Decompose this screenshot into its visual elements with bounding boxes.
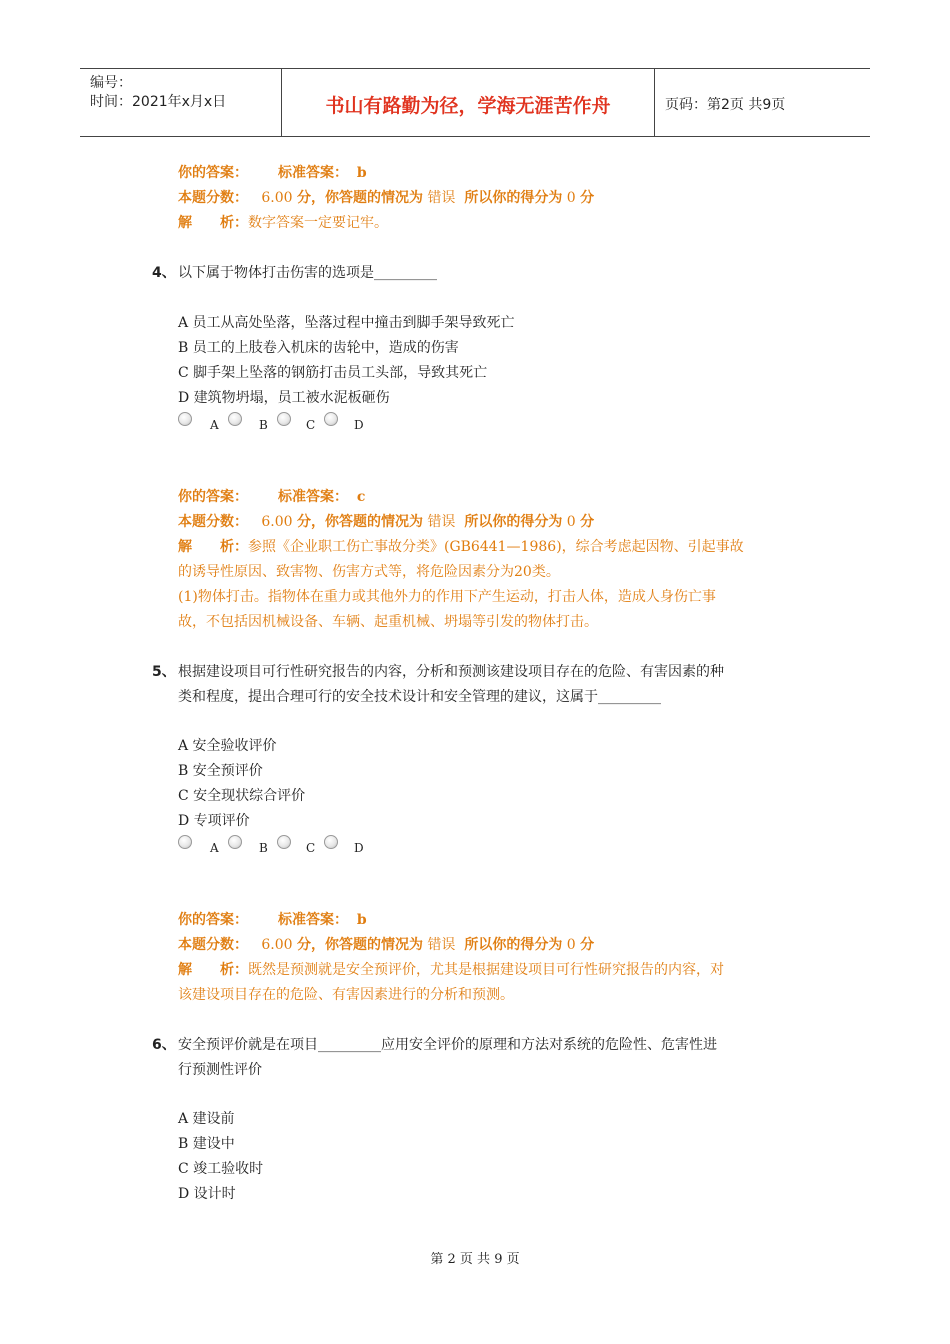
page-header: [80, 68, 870, 137]
option-d: D 设计时: [178, 1186, 236, 1202]
question-text: 以下属于物体打击伤害的选项是_________: [178, 265, 437, 281]
radio-c[interactable]: [277, 835, 291, 849]
question-number: 5、: [152, 664, 176, 680]
analysis-line: 的诱导性原因、致害物、伤害方式等，将危险因素分为20类。: [178, 564, 560, 580]
question-text: 安全预评价就是在项目_________应用安全评价的原理和方法对系统的危险性、危害性进: [178, 1037, 717, 1053]
option-c: C 安全现状综合评价: [178, 788, 306, 804]
page-footer: 第 2 页 共 9 页: [430, 1252, 520, 1267]
option-d: D 建筑物坍塌，员工被水泥板砸伤: [178, 390, 390, 406]
analysis-line: 解 析：既然是预测就是安全预评价，尤其是根据建设项目可行性研究报告的内容，对: [178, 962, 724, 978]
option-a: A 安全验收评价: [178, 738, 277, 754]
standard-answer: b: [356, 165, 367, 181]
radio-a[interactable]: [178, 412, 192, 426]
question-number: 6、: [152, 1037, 176, 1053]
radio-b[interactable]: [228, 412, 242, 426]
radio-d[interactable]: [324, 412, 338, 426]
option-b: B 安全预评价: [178, 763, 263, 779]
score-line: 本题分数： 6.00 分，你答题的情况为 错误 所以你的得分为 0 分: [178, 514, 595, 530]
option-c: C 竣工验收时: [178, 1161, 264, 1177]
analysis-line: 解 析：数字答案一定要记牢。: [178, 215, 388, 231]
header-motto-cell: [282, 69, 655, 136]
question-text: 根据建设项目可行性研究报告的内容，分析和预测该建设项目存在的危险、有害因素的种: [178, 664, 724, 680]
analysis-line: (1)物体打击。指物体在重力或其他外力的作用下产生运动，打击人体，造成人身伤亡事: [178, 589, 716, 605]
analysis-line: 故，不包括因机械设备、车辆、起重机械、坍塌等引发的物体打击。: [178, 614, 598, 630]
radio-c[interactable]: [277, 412, 291, 426]
header-page-cell: [655, 69, 870, 136]
score-line: 本题分数： 6.00 分，你答题的情况为 错误 所以你的得分为 0 分: [178, 937, 595, 953]
analysis-line: 解 析：参照《企业职工伤亡事故分类》(GB6441—1986)，综合考虑起因物、引起事故: [178, 539, 744, 555]
question-text: 类和程度，提出合理可行的安全技术设计和安全管理的建议，这属于_________: [178, 689, 661, 705]
option-a: A 建设前: [178, 1111, 235, 1127]
radio-d[interactable]: [324, 835, 338, 849]
score-line: 本题分数： 6.00 分，你答题的情况为 错误 所以你的得分为 0 分: [178, 190, 595, 206]
page-info: 页码：第2页 共9页: [665, 97, 786, 113]
option-b: B 员工的上肢卷入机床的齿轮中，造成的伤害: [178, 340, 459, 356]
option-c: C 脚手架上坠落的钢筋打击员工头部，导致其死亡: [178, 365, 488, 381]
analysis-line: 该建设项目存在的危险、有害因素进行的分析和预测。: [178, 987, 514, 1003]
radio-b[interactable]: [228, 835, 242, 849]
answer-radio-group: A B C D: [178, 835, 378, 855]
your-answer-line: 你的答案： 标准答案： b: [178, 165, 367, 181]
radio-a[interactable]: [178, 835, 192, 849]
your-answer-line: 你的答案： 标准答案： b: [178, 912, 367, 928]
your-answer-line: 你的答案： 标准答案： c: [178, 489, 366, 505]
time-label: 时间：2021年x月x日: [90, 94, 227, 110]
standard-answer: b: [356, 912, 367, 928]
number-label: 编号：: [90, 75, 132, 91]
standard-answer: c: [356, 489, 366, 505]
motto: 书山有路勤为径，学海无涯苦作舟: [325, 95, 611, 117]
header-meta-cell: [80, 69, 282, 136]
option-a: A 员工从高处坠落，坠落过程中撞击到脚手架导致死亡: [178, 315, 515, 331]
answer-radio-group: A B C D: [178, 412, 378, 432]
question-text: 行预测性评价: [178, 1062, 262, 1078]
option-d: D 专项评价: [178, 813, 250, 829]
option-b: B 建设中: [178, 1136, 235, 1152]
question-number: 4、: [152, 265, 176, 281]
